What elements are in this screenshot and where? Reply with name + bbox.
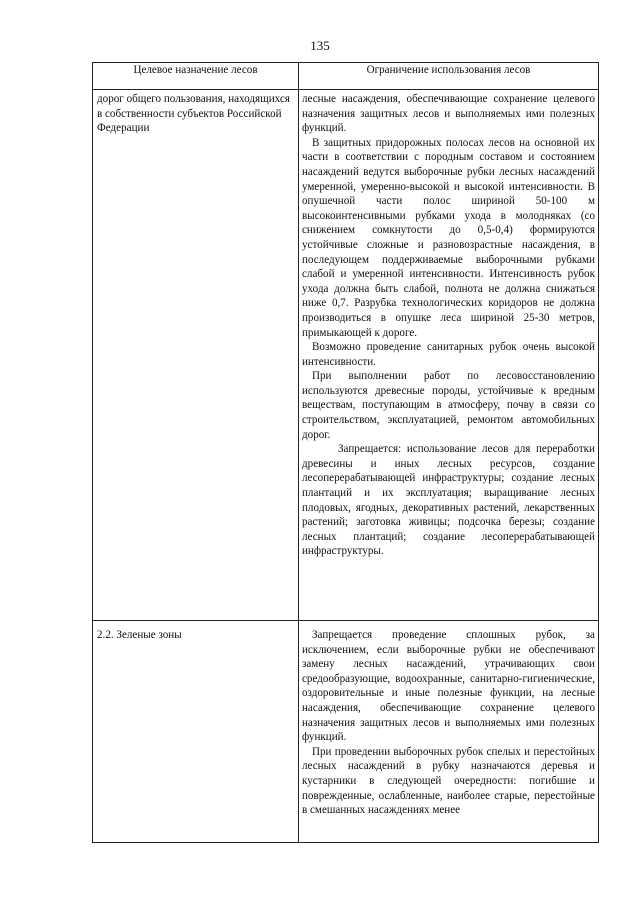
restriction-paragraph: лесные насаждения, обеспечивающие сохранение целевого назначения защитных лесов и выполняемых ими полезных функций. <box>302 93 595 135</box>
restriction-paragraph: Запрещается: использование лесов для переработки древесины и иных лесных ресурсов, создание лесоперерабатывающей инфраструктуры; создание лесных плантаций и их эксплуатация; выращивание лесных плодовых, ягодных, декоративных растений, лекарственных растений; заготовка живицы; подсочка березы; создание лесных плантаций; создание лесоперерабатывающей инфраструктуры. <box>302 443 595 558</box>
purpose-cell: дорог общего пользования, находящихся в собственности субъектов Российской Федерации <box>93 90 299 621</box>
restriction-paragraph: В защитных придорожных полосах лесов на основной их части в соответствии с породным составом и состоянием насаждений ведутся выборочные рубки лесных насаждений умеренной, умеренно-высокой и высокой интенсивности. В опушечной части полос шириной 50-100 м высокоинтенсивными рубками ухода в молодняках (со снижением сомкнутости до 0,5-0,4) формируются устойчивые сложные и разновозрастные насаждения, в последующем поддерживаемые выборочными рубками слабой и умеренной интенсивности. Интенсивность рубок ухода должна быть слабой, полнота не должна снижаться ниже 0,7. Разрубка технологических коридоров не должна производиться в опушке леса шириной 25-30 метров, примыкающей к дороге. <box>302 136 595 339</box>
table-header-row <box>93 63 599 90</box>
page-number: 135 <box>310 38 330 53</box>
restriction-cell <box>299 621 599 843</box>
purpose-cell: 2.2. Зеленые зоны <box>93 621 299 843</box>
restriction-paragraph: При выполнении работ по лесовосстановлению используются древесные породы, устойчивые к вредным веществам, поступающим в атмосферу, почву в связи со строительством, эксплуатацией, ремонтом автомобильных дорог. <box>302 370 595 441</box>
column-header-restrictions: Ограничение использования лесов <box>299 63 599 90</box>
restriction-cell <box>299 90 599 621</box>
table-row <box>93 621 599 843</box>
restriction-paragraph: Возможно проведение санитарных рубок очень высокой интенсивности. <box>302 341 595 368</box>
column-header-purpose: Целевое назначение лесов <box>93 63 299 90</box>
restriction-paragraph: Запрещается проведение сплошных рубок, за исключением, если выборочные рубки не обеспечивают замену лесных насаждений, утрачивающих свои средообразующие, водоохранные, санитарно-гигиенические, оздоровительные и иные полезные функции, на лесные насаждения, обеспечивающие сохранение целевого назначения защитных лесов и выполняемых ими полезных функций. <box>302 629 595 744</box>
restriction-paragraph: При проведении выборочных рубок спелых и перестойных лесных насаждений в рубку назначаются деревья и кустарники в следующей очередности: погибшие и поврежденные, ослабленные, наиболее старые, перестойные в смешанных насаждениях менее <box>302 745 595 817</box>
forest-use-table <box>92 62 599 843</box>
table-row <box>93 90 599 621</box>
